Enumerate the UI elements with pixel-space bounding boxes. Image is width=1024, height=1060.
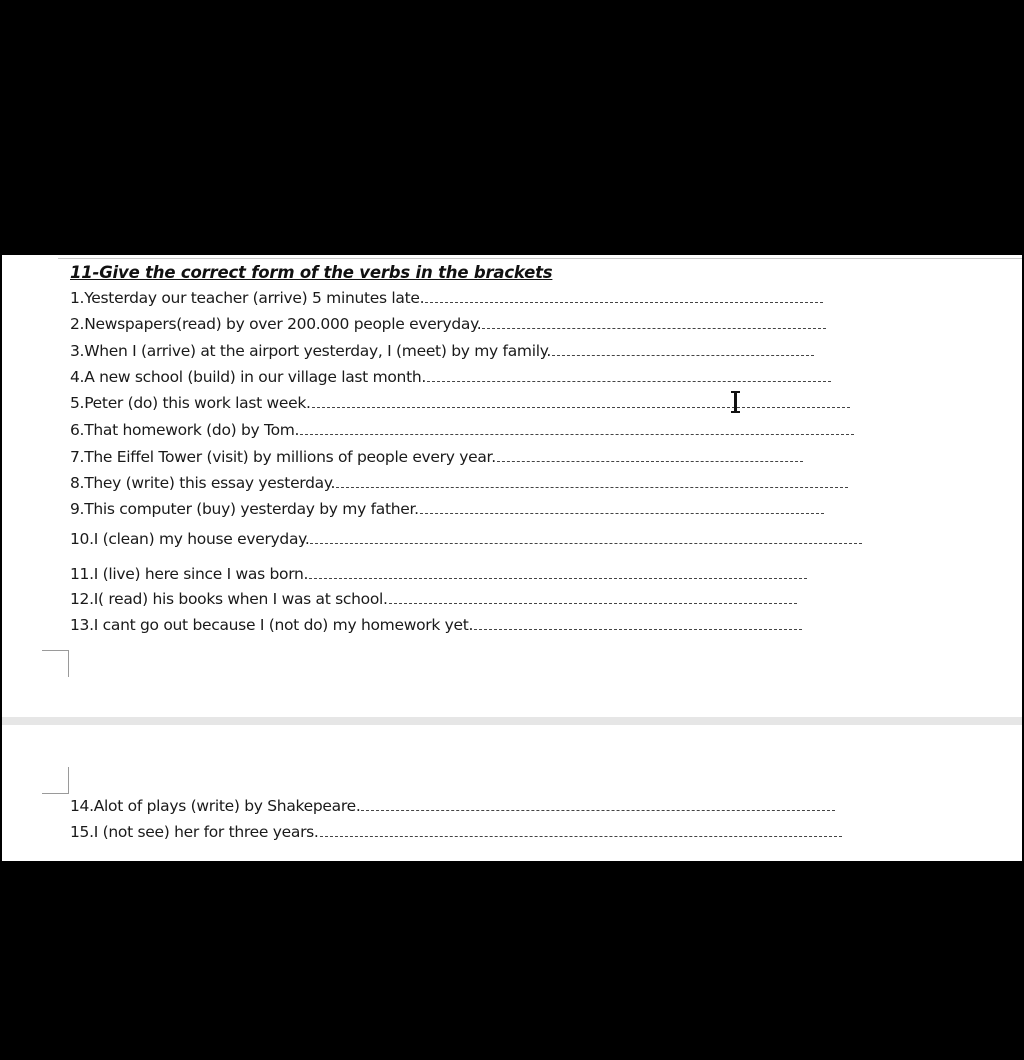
answer-blank[interactable]	[474, 625, 802, 630]
exercise-item	[70, 421, 854, 439]
answer-blank[interactable]	[312, 403, 850, 408]
exercise-item-text: 14.Alot of plays (write) by Shakepeare.	[70, 797, 361, 815]
answer-blank[interactable]	[389, 599, 797, 604]
answer-blank[interactable]	[309, 574, 807, 579]
answer-blank[interactable]	[427, 377, 831, 382]
answer-blank[interactable]	[361, 806, 835, 811]
answer-blank[interactable]	[425, 298, 823, 303]
answer-blank[interactable]	[482, 324, 826, 329]
exercise-item	[70, 474, 848, 492]
exercise-item	[70, 368, 831, 386]
exercise-item-text: 8.They (write) this essay yesterday.	[70, 474, 336, 492]
answer-blank[interactable]	[420, 509, 824, 514]
exercise-item	[70, 289, 823, 307]
exercise-heading: 11-Give the correct form of the verbs in the brackets	[70, 263, 553, 282]
exercise-item	[70, 342, 814, 360]
answer-blank[interactable]	[310, 539, 862, 544]
exercise-item	[70, 616, 802, 634]
exercise-item	[70, 823, 842, 841]
exercise-item-text: 1.Yesterday our teacher (arrive) 5 minutes late.	[70, 289, 425, 307]
exercise-item	[70, 394, 850, 412]
exercise-item-text: 9.This computer (buy) yesterday by my father.	[70, 500, 419, 518]
document-page-2	[2, 725, 1022, 861]
exercise-item-text: 3.When I (arrive) at the airport yesterday, I (meet) by my family.	[70, 342, 551, 360]
text-cursor-icon	[734, 391, 737, 413]
answer-blank[interactable]	[336, 483, 848, 488]
page-break-gap	[2, 717, 1022, 725]
document-viewport[interactable]	[2, 255, 1022, 861]
exercise-item-text: 4.A new school (build) in our village last month.	[70, 368, 427, 386]
page-margin-corner-mark	[42, 650, 69, 677]
exercise-item	[70, 590, 797, 608]
exercise-item-text: 11.I (live) here since I was born.	[70, 565, 309, 583]
exercise-item	[70, 448, 803, 466]
document-page-1	[2, 255, 1022, 717]
answer-blank[interactable]	[552, 351, 814, 356]
exercise-item-text: 10.I (clean) my house everyday.	[70, 530, 310, 548]
exercise-item-text: 6.That homework (do) by Tom.	[70, 421, 300, 439]
exercise-item	[70, 565, 807, 583]
answer-blank[interactable]	[300, 430, 854, 435]
exercise-item-text: 5.Peter (do) this work last week.	[70, 394, 311, 412]
exercise-item-text: 7.The Eiffel Tower (visit) by millions of people every year.	[70, 448, 496, 466]
exercise-item-text: 12.I( read) his books when I was at school.	[70, 590, 388, 608]
exercise-item	[70, 530, 862, 548]
page-margin-corner-mark	[42, 767, 69, 794]
exercise-item-text: 15.I (not see) her for three years.	[70, 823, 319, 841]
exercise-item-text: 13.I cant go out because I (not do) my homework yet.	[70, 616, 474, 634]
exercise-item-text: 2.Newspapers(read) by over 200.000 people everyday.	[70, 315, 482, 333]
answer-blank[interactable]	[320, 832, 842, 837]
answer-blank[interactable]	[497, 457, 803, 462]
exercise-item	[70, 315, 826, 333]
exercise-item	[70, 797, 835, 815]
page-top-border	[58, 258, 1022, 259]
exercise-item	[70, 500, 824, 518]
